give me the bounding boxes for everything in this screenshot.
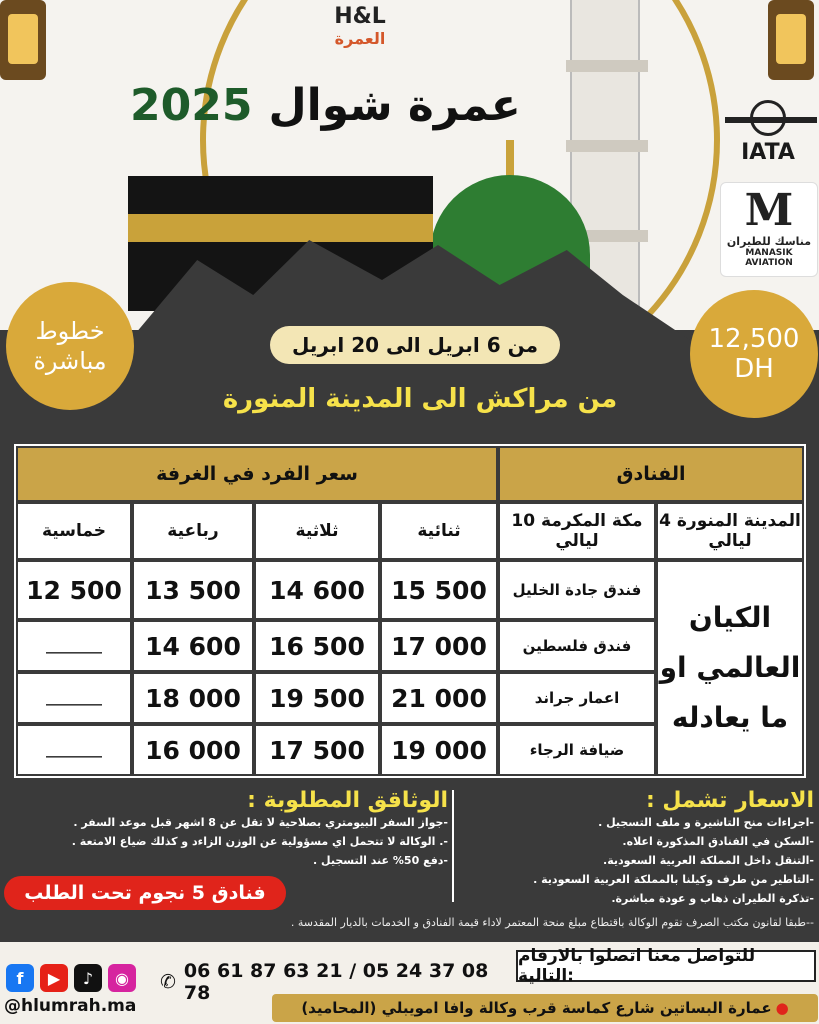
phone-icon: ✆ xyxy=(160,971,176,993)
address-text: عمارة البساتين شارع كماسة قرب وكالة وافا امويبلي (المحاميد) xyxy=(301,999,772,1017)
section-divider xyxy=(452,790,454,902)
includes-list xyxy=(470,813,814,908)
list-item: -السكن في الفنادق المذكورة اعلاه. xyxy=(622,835,814,848)
header-madina: المدينة المنورة 4 ليالي xyxy=(656,502,804,560)
manasik-letter: M xyxy=(744,185,794,236)
facebook-icon[interactable]: f xyxy=(6,964,34,992)
price-cell: 16 000 xyxy=(132,724,254,776)
header-room-quad: رباعية xyxy=(132,502,254,560)
logo-text: H&L xyxy=(334,4,386,29)
hotel-name: ضيافة الرجاء xyxy=(498,724,656,776)
documents-title: الوثاقق المطلوبة : xyxy=(247,788,448,813)
includes-title: الاسعار تشمل : xyxy=(645,788,814,813)
agency-logo xyxy=(320,4,400,54)
route-title: من مراكش الى المدينة المنورة xyxy=(222,384,618,414)
header-makka: مكة المكرمة 10 ليالي xyxy=(498,502,656,560)
list-item: -تذكرة الطيران ذهاب و عودة مباشرة. xyxy=(611,892,814,905)
price-cell-blank: ________ xyxy=(16,620,132,672)
dome-crescent xyxy=(506,140,514,180)
manasik-logo xyxy=(720,182,818,277)
lantern-icon xyxy=(0,0,46,80)
list-item: -التنقل داخل المملكة العربية السعودية. xyxy=(603,854,814,867)
list-item: -اجراءات منح التاشيرة و ملف التسجيل . xyxy=(598,816,814,829)
header-price: سعر الفرد في الغرفة xyxy=(16,446,498,502)
list-item: -التاطير من طرف وكيلنا بالمملكة العربية السعودية . xyxy=(533,873,814,886)
list-item: -. الوكالة لا تتحمل اي مسؤولية عن الوزن الزاءد و كذلك ضياع الامتعة . xyxy=(71,835,448,848)
instagram-icon[interactable]: ◉ xyxy=(108,964,136,992)
logo-subtext: العمرة xyxy=(334,29,386,48)
hotel-name: فندق جادة الخليل xyxy=(498,560,656,620)
hotel-name: اعمار جراند xyxy=(498,672,656,724)
dates-pill: من 6 ابريل الى 20 ابريل xyxy=(270,326,560,364)
price-cell: 14 600 xyxy=(132,620,254,672)
price-cell: 13 500 xyxy=(132,560,254,620)
contact-label: للتواصل معنا اتصلوا بالارقام التالية: xyxy=(516,950,816,982)
pricing-table xyxy=(14,444,806,778)
lantern-icon xyxy=(768,0,814,80)
price-cell: 16 500 xyxy=(254,620,380,672)
price-cell-blank: ________ xyxy=(16,672,132,724)
social-links xyxy=(6,964,146,994)
includes-section xyxy=(470,788,814,908)
header-room-quint: خماسية xyxy=(16,502,132,560)
direct-flights-badge: خطوط مباشرة xyxy=(6,282,134,410)
five-star-hotels-pill: فنادق 5 نجوم تحت الطلب xyxy=(4,876,286,910)
header-room-triple: ثلاثية xyxy=(254,502,380,560)
price-cell: 15 500 xyxy=(380,560,498,620)
list-item: -دفع 50% عند التسجيل . xyxy=(313,854,448,867)
price-cell: 19 000 xyxy=(380,724,498,776)
tiktok-icon[interactable]: ♪ xyxy=(74,964,102,992)
manasik-latin: MANASIK AVIATION xyxy=(745,248,793,268)
social-handle[interactable]: @hlumrah.ma xyxy=(4,996,137,1016)
youtube-icon[interactable]: ▶ xyxy=(40,964,68,992)
header-hotels: الفنادق xyxy=(498,446,804,502)
price-cell: 18 000 xyxy=(132,672,254,724)
title-text: عمرة شوال xyxy=(268,79,521,131)
page-title xyxy=(130,70,550,140)
iata-text: IATA xyxy=(741,140,795,165)
phone-text: 06 61 87 63 21 / 05 24 37 08 78 xyxy=(183,960,489,1004)
price-cell: 19 500 xyxy=(254,672,380,724)
price-cell: 12 500 xyxy=(16,560,132,620)
price-badge: 12,500 DH xyxy=(690,290,818,418)
price-cell: 21 000 xyxy=(380,672,498,724)
list-item: -جواز السفر البيومتري بصلاحية لا تقل عن 8 اشهر قبل موعد السفر . xyxy=(73,816,448,829)
address-bar xyxy=(272,994,818,1022)
price-cell: 17 500 xyxy=(254,724,380,776)
madina-hotel: الكيان العالمي او ما يعادله xyxy=(656,560,804,776)
documents-list xyxy=(14,813,448,870)
hotel-name: فندق فلسطين xyxy=(498,620,656,672)
location-pin-icon: ● xyxy=(775,999,789,1017)
title-year: 2025 xyxy=(130,79,253,131)
price-cell: 14 600 xyxy=(254,560,380,620)
manasik-arabic: مناسك للطيران xyxy=(726,235,812,248)
price-cell: 17 000 xyxy=(380,620,498,672)
price-cell-blank: ________ xyxy=(16,724,132,776)
documents-section xyxy=(14,788,448,878)
legal-note: --طبقا لقانون مكتب الصرف تقوم الوكالة باقتطاع مبلغ منحة المعتمر لاداء قيمة الفنادق و الخدمات بالديار المقدسة . xyxy=(290,916,814,929)
header-room-double: ثنائية xyxy=(380,502,498,560)
iata-logo xyxy=(722,100,814,170)
